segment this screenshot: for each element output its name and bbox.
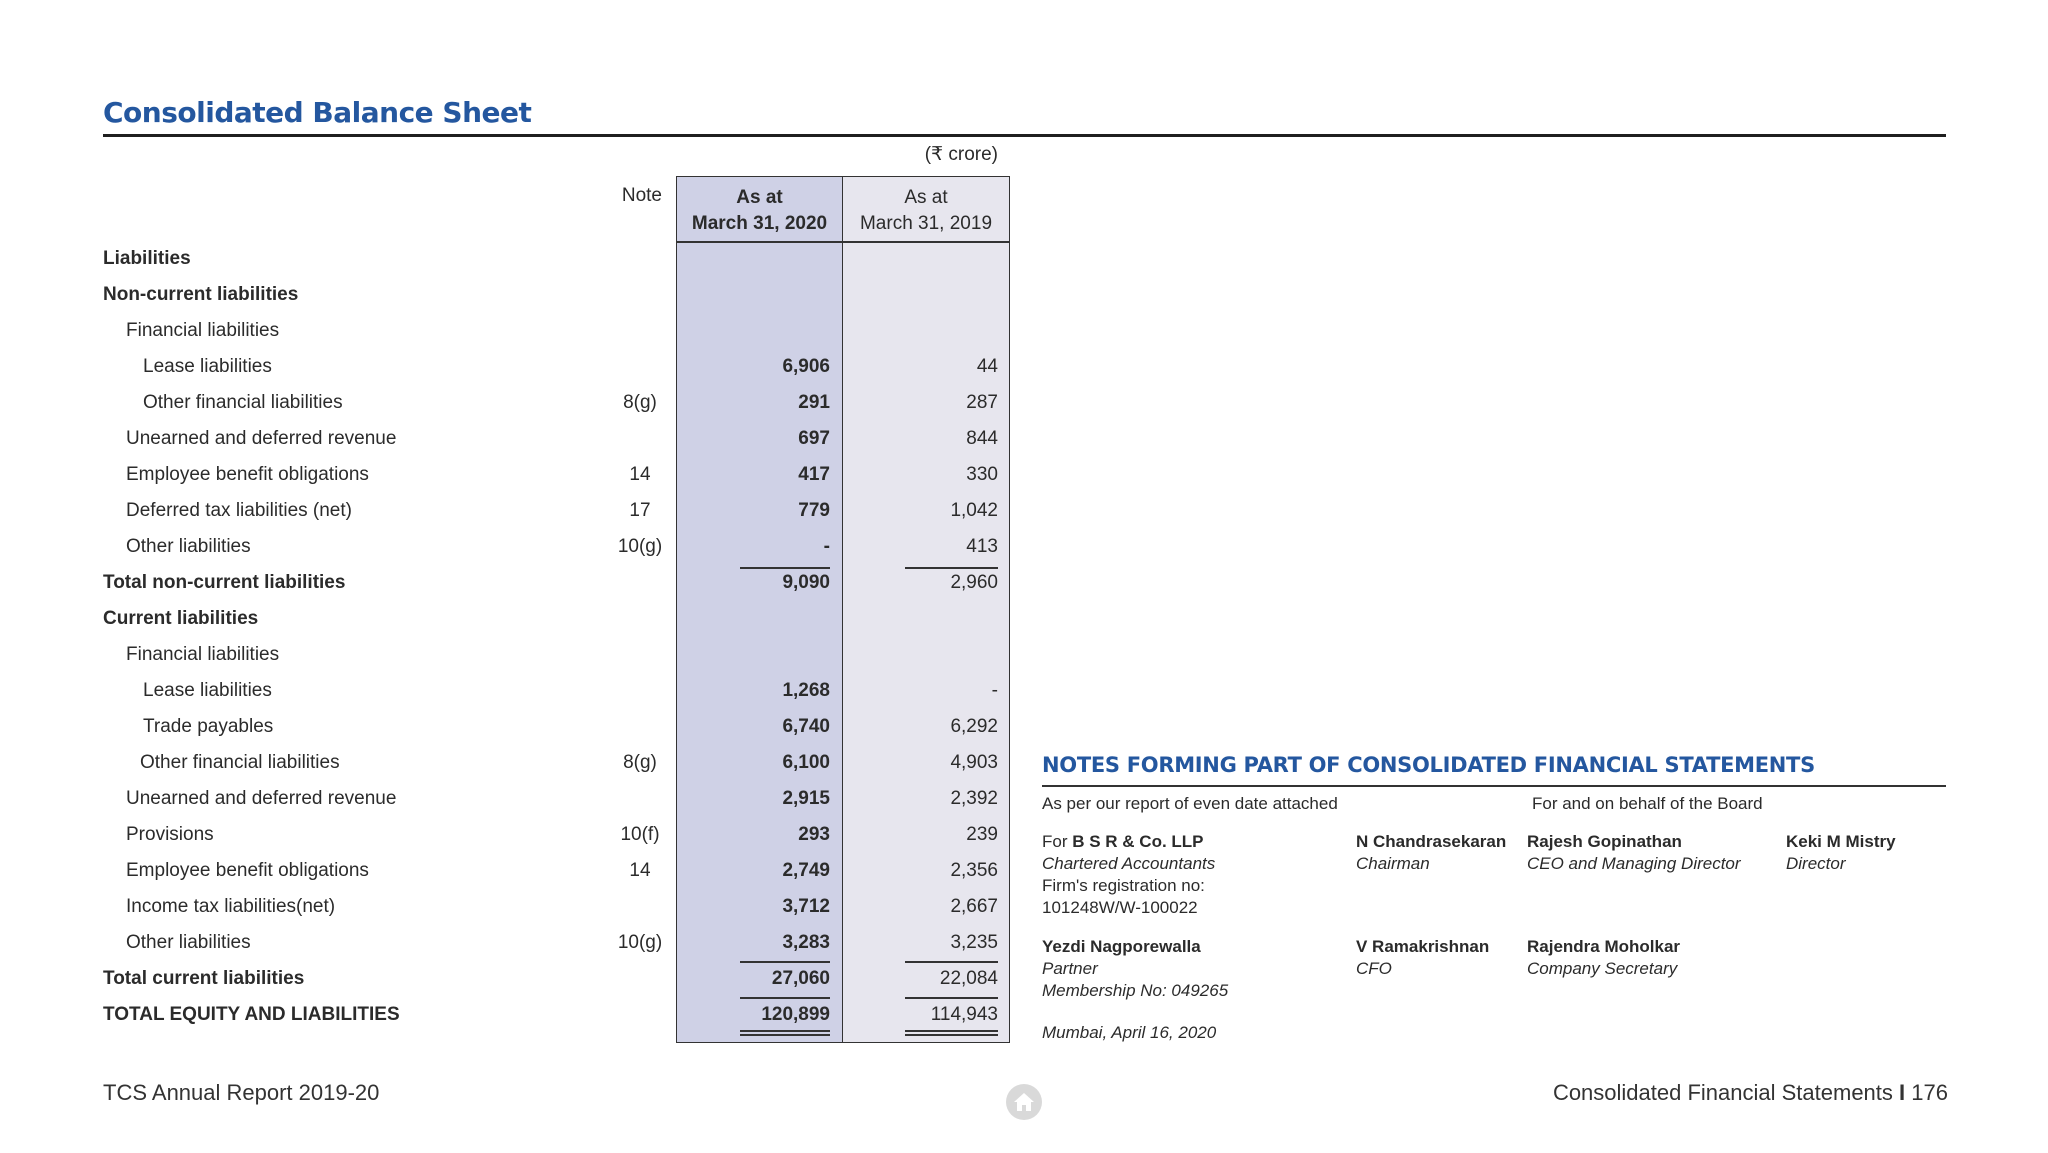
place-date-text: Mumbai, April 16, 2020	[1042, 1023, 1217, 1042]
table-row	[0, 320, 1020, 350]
column-header-2019-line2: March 31, 2019	[859, 213, 993, 234]
row-value-2019: 2,667	[950, 896, 998, 917]
page-title: Consolidated Balance Sheet	[103, 96, 532, 129]
total-line-2020	[740, 997, 830, 999]
row-value-2019: 1,042	[950, 500, 998, 521]
row-note: 14	[629, 860, 651, 881]
row-label: Provisions	[126, 824, 214, 845]
column-header-2020	[676, 185, 843, 237]
footer-section-title: Consolidated Financial Statements	[1552, 1080, 1893, 1105]
signatory-role: CFO	[1356, 959, 1392, 978]
table-row	[0, 932, 1020, 962]
table-row	[0, 500, 1020, 530]
row-value-2020: 6,740	[782, 716, 830, 737]
row-value-2020: 9,090	[782, 572, 830, 593]
row-label: Total current liabilities	[103, 968, 305, 989]
row-value-2020: 3,712	[782, 896, 830, 917]
partner-role: Partner	[1042, 959, 1098, 978]
report-line: As per our report of even date attached	[1042, 794, 1338, 813]
column-header-2019-line1: As at	[904, 187, 948, 208]
signatory-chairman	[1356, 831, 1506, 875]
table-row	[0, 248, 1020, 278]
partner-name: Yezdi Nagporewalla	[1042, 937, 1201, 956]
row-label: Other liabilities	[126, 536, 251, 557]
note-column-header: Note	[621, 185, 662, 206]
signatory-name: Rajesh Gopinathan	[1527, 832, 1682, 851]
membership-number: Membership No: 049265	[1042, 981, 1229, 1000]
auditor-block	[1042, 831, 1215, 919]
row-value-2020: 6,100	[782, 752, 830, 773]
row-value-2020: 697	[798, 428, 830, 449]
row-value-2019: 4,903	[950, 752, 998, 773]
footer-separator: I	[1899, 1080, 1906, 1105]
signatory-cfo	[1356, 936, 1489, 980]
row-value-2020: 27,060	[771, 968, 830, 989]
auditor-for: For	[1042, 832, 1073, 851]
board-line: For and on behalf of the Board	[1532, 794, 1763, 813]
column-header-2019	[842, 185, 1010, 237]
row-value-2019: 22,084	[939, 968, 998, 989]
row-note: 14	[629, 464, 651, 485]
double-underline-2019	[905, 1030, 998, 1032]
footer-section	[1553, 1080, 1948, 1106]
row-label: Other financial liabilities	[143, 392, 343, 413]
row-value-2020: 293	[798, 824, 830, 845]
signatory-name: N Chandrasekaran	[1356, 832, 1507, 851]
table-row	[0, 860, 1020, 890]
row-label: Income tax liabilities(net)	[126, 896, 336, 917]
table-row	[0, 608, 1020, 638]
signatory-director	[1786, 831, 1896, 875]
signatory-ceo	[1527, 831, 1741, 875]
table-row	[0, 716, 1020, 746]
row-value-2019: 114,943	[930, 1004, 998, 1025]
row-value-2019: 287	[966, 392, 998, 413]
auditor-firm	[1042, 831, 1215, 853]
row-label: Deferred tax liabilities (net)	[126, 500, 352, 521]
double-underline-2020	[740, 1034, 830, 1036]
place-date	[1042, 1022, 1216, 1044]
row-value-2019: 413	[966, 536, 998, 557]
double-underline-2019	[905, 1034, 998, 1036]
row-value-2020: 3,283	[782, 932, 830, 953]
row-value-2019: 330	[966, 464, 998, 485]
home-button[interactable]	[1006, 1084, 1042, 1120]
row-value-2020: -	[823, 536, 830, 557]
row-label: Trade payables	[143, 716, 274, 737]
table-row	[0, 680, 1020, 710]
signatory-role: CEO and Managing Director	[1527, 854, 1741, 873]
row-value-2019: 844	[966, 428, 998, 449]
table-row	[0, 788, 1020, 818]
firm-registration-label: Firm's registration no:	[1042, 876, 1205, 895]
partner-block	[1042, 936, 1228, 1002]
firm-registration-number: 101248W/W-100022	[1042, 898, 1198, 917]
table-row	[0, 824, 1020, 854]
currency-unit: (₹ crore)	[924, 144, 998, 165]
row-label: Total non-current liabilities	[103, 572, 346, 593]
auditor-role	[1042, 853, 1215, 875]
row-label: Lease liabilities	[143, 680, 272, 701]
signatory-name: V Ramakrishnan	[1356, 937, 1490, 956]
row-value-2020: 291	[798, 392, 830, 413]
row-value-2019: 44	[976, 356, 998, 377]
table-row	[0, 536, 1020, 566]
row-label: Financial liabilities	[126, 320, 280, 341]
subtotal-line-2020	[740, 567, 830, 569]
row-label: Employee benefit obligations	[126, 464, 369, 485]
row-value-2019: 239	[966, 824, 998, 845]
row-label: Liabilities	[103, 248, 191, 269]
row-note: 8(g)	[623, 392, 657, 413]
row-label: Other financial liabilities	[140, 752, 340, 773]
row-note: 10(f)	[620, 824, 660, 845]
column-header-divider	[676, 241, 1010, 243]
table-row	[0, 284, 1020, 314]
row-note: 17	[629, 500, 651, 521]
table-row	[0, 644, 1020, 674]
row-label: Current liabilities	[103, 608, 259, 629]
double-underline-2020	[740, 1030, 830, 1032]
row-label: Unearned and deferred revenue	[126, 428, 397, 449]
row-value-2020: 417	[798, 464, 830, 485]
row-label: Lease liabilities	[143, 356, 272, 377]
total-line-2019	[905, 997, 998, 999]
notes-divider	[1042, 785, 1946, 787]
auditor-role-text: Chartered Accountants	[1042, 854, 1216, 873]
auditor-name: B S R & Co. LLP	[1072, 832, 1204, 851]
signatory-role: Chairman	[1356, 854, 1430, 873]
row-note: 8(g)	[623, 752, 657, 773]
subtotal-line-2020	[740, 961, 830, 963]
signatory-name: Rajendra Moholkar	[1527, 937, 1681, 956]
row-label: Unearned and deferred revenue	[126, 788, 397, 809]
title-divider	[103, 134, 1946, 137]
signatory-role: Company Secretary	[1527, 959, 1678, 978]
table-row	[0, 428, 1020, 458]
row-value-2019: 6,292	[950, 716, 998, 737]
row-label: Financial liabilities	[126, 644, 280, 665]
table-row	[0, 752, 1020, 782]
row-value-2020: 779	[798, 500, 830, 521]
home-icon	[1012, 1091, 1036, 1113]
row-value-2020: 2,915	[782, 788, 830, 809]
row-value-2020: 1,268	[782, 680, 830, 701]
row-value-2019: -	[991, 680, 998, 701]
page-number: 176	[1911, 1080, 1948, 1105]
row-note: 10(g)	[617, 932, 663, 953]
row-label: Non-current liabilities	[103, 284, 299, 305]
table-row	[0, 1004, 1020, 1034]
table-row	[0, 356, 1020, 386]
signatory-company-secretary	[1527, 936, 1680, 980]
row-label: Employee benefit obligations	[126, 860, 369, 881]
row-value-2020: 6,906	[782, 356, 830, 377]
row-value-2019: 2,356	[950, 860, 998, 881]
table-row	[0, 392, 1020, 422]
column-header-2020-line2: March 31, 2020	[691, 213, 828, 234]
signatory-role: Director	[1786, 854, 1846, 873]
table-row	[0, 896, 1020, 926]
subtotal-line-2019	[905, 567, 998, 569]
row-value-2019: 2,960	[950, 572, 998, 593]
signatory-name: Keki M Mistry	[1786, 832, 1896, 851]
row-note: 10(g)	[617, 536, 663, 557]
table-row	[0, 464, 1020, 494]
row-value-2020: 2,749	[782, 860, 830, 881]
footer-report-title: TCS Annual Report 2019-20	[103, 1080, 380, 1105]
notes-title: NOTES FORMING PART OF CONSOLIDATED FINANCIAL STATEMENTS	[1042, 753, 1815, 777]
column-header-2020-line1: As at	[736, 187, 783, 208]
table-row	[0, 572, 1020, 602]
subtotal-line-2019	[905, 961, 998, 963]
row-label: TOTAL EQUITY AND LIABILITIES	[103, 1004, 400, 1025]
row-value-2019: 3,235	[950, 932, 998, 953]
row-value-2020: 120,899	[761, 1004, 830, 1025]
row-value-2019: 2,392	[950, 788, 998, 809]
row-label: Other liabilities	[126, 932, 251, 953]
table-row	[0, 968, 1020, 998]
